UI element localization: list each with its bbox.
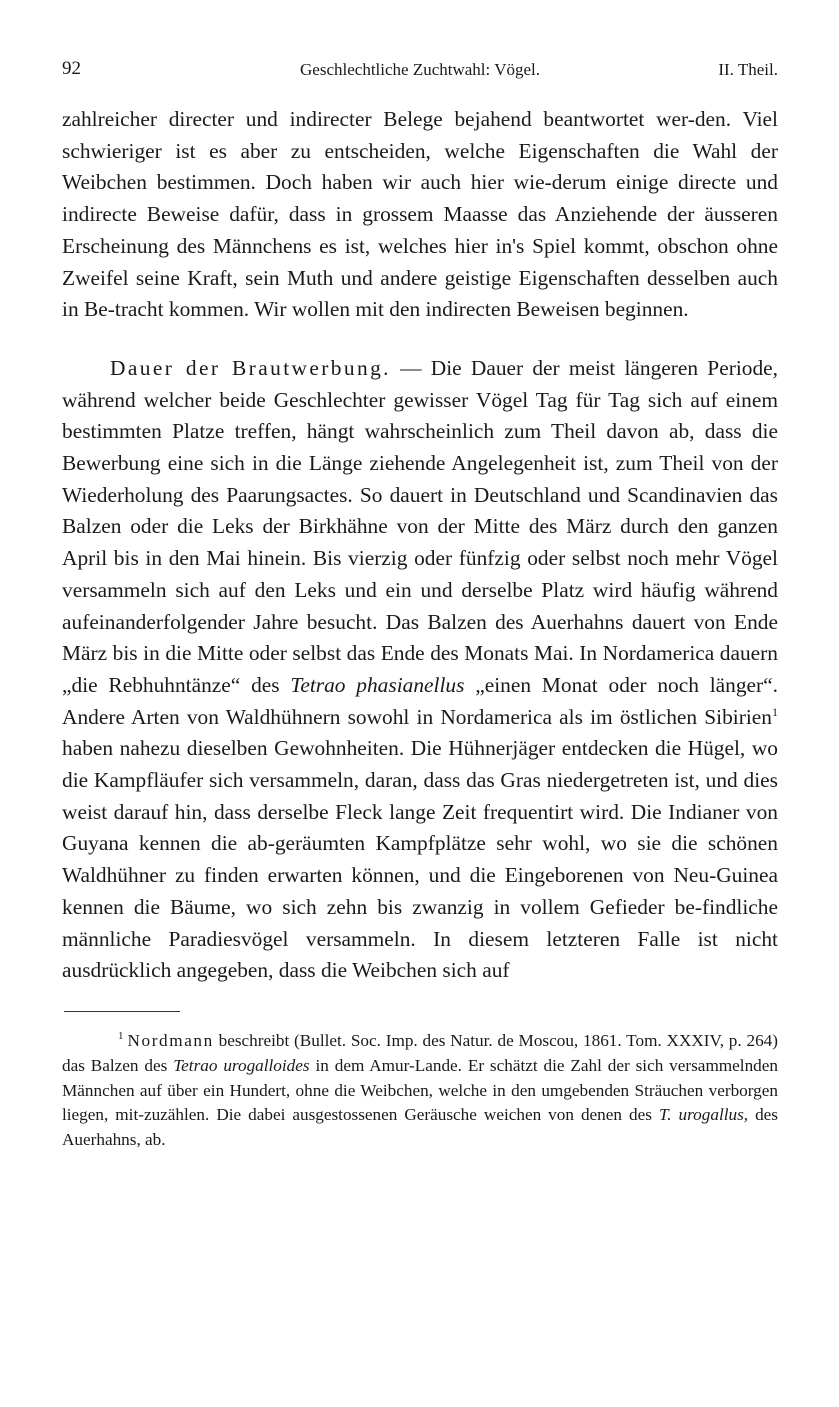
section-heading: Dauer der Brautwerbung. [110, 355, 391, 380]
footnote-reference[interactable]: 1 [772, 704, 778, 719]
running-title: Geschlechtliche Zuchtwahl: Vögel. [300, 60, 540, 79]
part-label: II. Theil. [718, 60, 778, 79]
page-number: 92 [62, 58, 81, 79]
species-name: Tetrao phasianellus [290, 672, 465, 697]
paragraph-2-text-c: haben nahezu dieselben Gewohnheiten. Die Hühnerjäger entdecken die Hügel, wo die Kampfläufer sich versammeln, daran, dass das Gras niedergetreten ist, und dies weist darauf hin, dass derselbe Fleck lange Zeit frequentirt wird. Die Indianer von Guyana kennen die ab-geräumten Kampfplätze sehr wohl, wo sie die schönen Waldhühner zu finden erwarten können, und die Eingeborenen von Neu-Guinea kennen die Bäume, wo sich zehn bis zwanzig in vollem Gefieder be-findliche männliche Paradiesvögel versammeln. In diesem letzteren Falle ist nicht ausdrücklich angegeben, dass die Weibchen sich auf [62, 736, 778, 983]
paragraph-2 [62, 353, 778, 987]
footnote-species-1: Tetrao urogalloides [173, 1055, 310, 1075]
book-page [62, 56, 778, 1170]
page-header [62, 56, 778, 90]
footnote-text-c: des Auerhahns, ab. [62, 1105, 778, 1150]
footnote-text-a: beschreibt (Bullet. Soc. Imp. des Natur. de Moscou, 1861. Tom. XXXIV, p. 264) das Balzen des [62, 1030, 778, 1075]
paragraph-2-text-a: — Die Dauer der meist längeren Periode, während welcher beide Geschlechter gewisser Vögel Tag für Tag sich auf einem bestimmten Platze treffen, hängt wahrscheinlich zum Theil davon ab, dass die Bewerbung eine sich in die Länge ziehende Angelegenheit ist, zum Theil von der Wiederholung des Paarungsactes. So dauert in Deutschland und Scandinavien das Balzen oder die Leks der Birkhähne von der Mitte des März durch den ganzen April bis in den Mai hinein. Bis vierzig oder fünfzig oder selbst noch mehr Vögel versammeln sich auf den Leks und ein und derselbe Platz wird häufig während aufeinanderfolgender Jahre besucht. Das Balzen des Auerhahns dauert von Ende März bis in die Mitte oder selbst das Ende des Monats Mai. In Nordamerica dauern „die Rebhuhntänze“ des [62, 355, 778, 697]
footnote-number: 1 [118, 1030, 124, 1043]
footnote [62, 1029, 778, 1153]
footnote-rule [64, 1011, 180, 1012]
footnote-author: Nordmann [127, 1030, 214, 1050]
paragraph-2-text-b: „einen Monat oder noch länger“. Andere Arten von Waldhühnern sowohl in Nordamerica als im östlichen Sibirien [62, 672, 778, 729]
footnote-text-b: in dem Amur-Lande. Er schätzt die Zahl der sich versammelnden Männchen auf über ein Hundert, ohne die Weibchen, welche in den umgebenden Sträuchen verborgen liegen, mit-zuzählen. Die dabei ausgestossenen Geräusche weichen von denen des [62, 1055, 778, 1125]
footnote-species-2: T. urogallus, [658, 1105, 749, 1125]
paragraph-1: zahlreicher directer und indirecter Belege bejahend beantwortet wer-den. Viel schwieriger ist es aber zu entscheiden, welche Eigenschaften die Wahl der Weibchen bestimmen. Doch haben wir auch hier wie-derum einige directe und indirecte Beweise dafür, dass in grossem Maasse das Anziehende der äusseren Erscheinung des Männchens es ist, welches hier in's Spiel kommt, obschon ohne Zweifel seine Kraft, sein Muth und andere geistige Eigenschaften desselben auch in Be-tracht kommen. Wir wollen mit den indirecten Beweisen beginnen. [62, 107, 778, 322]
